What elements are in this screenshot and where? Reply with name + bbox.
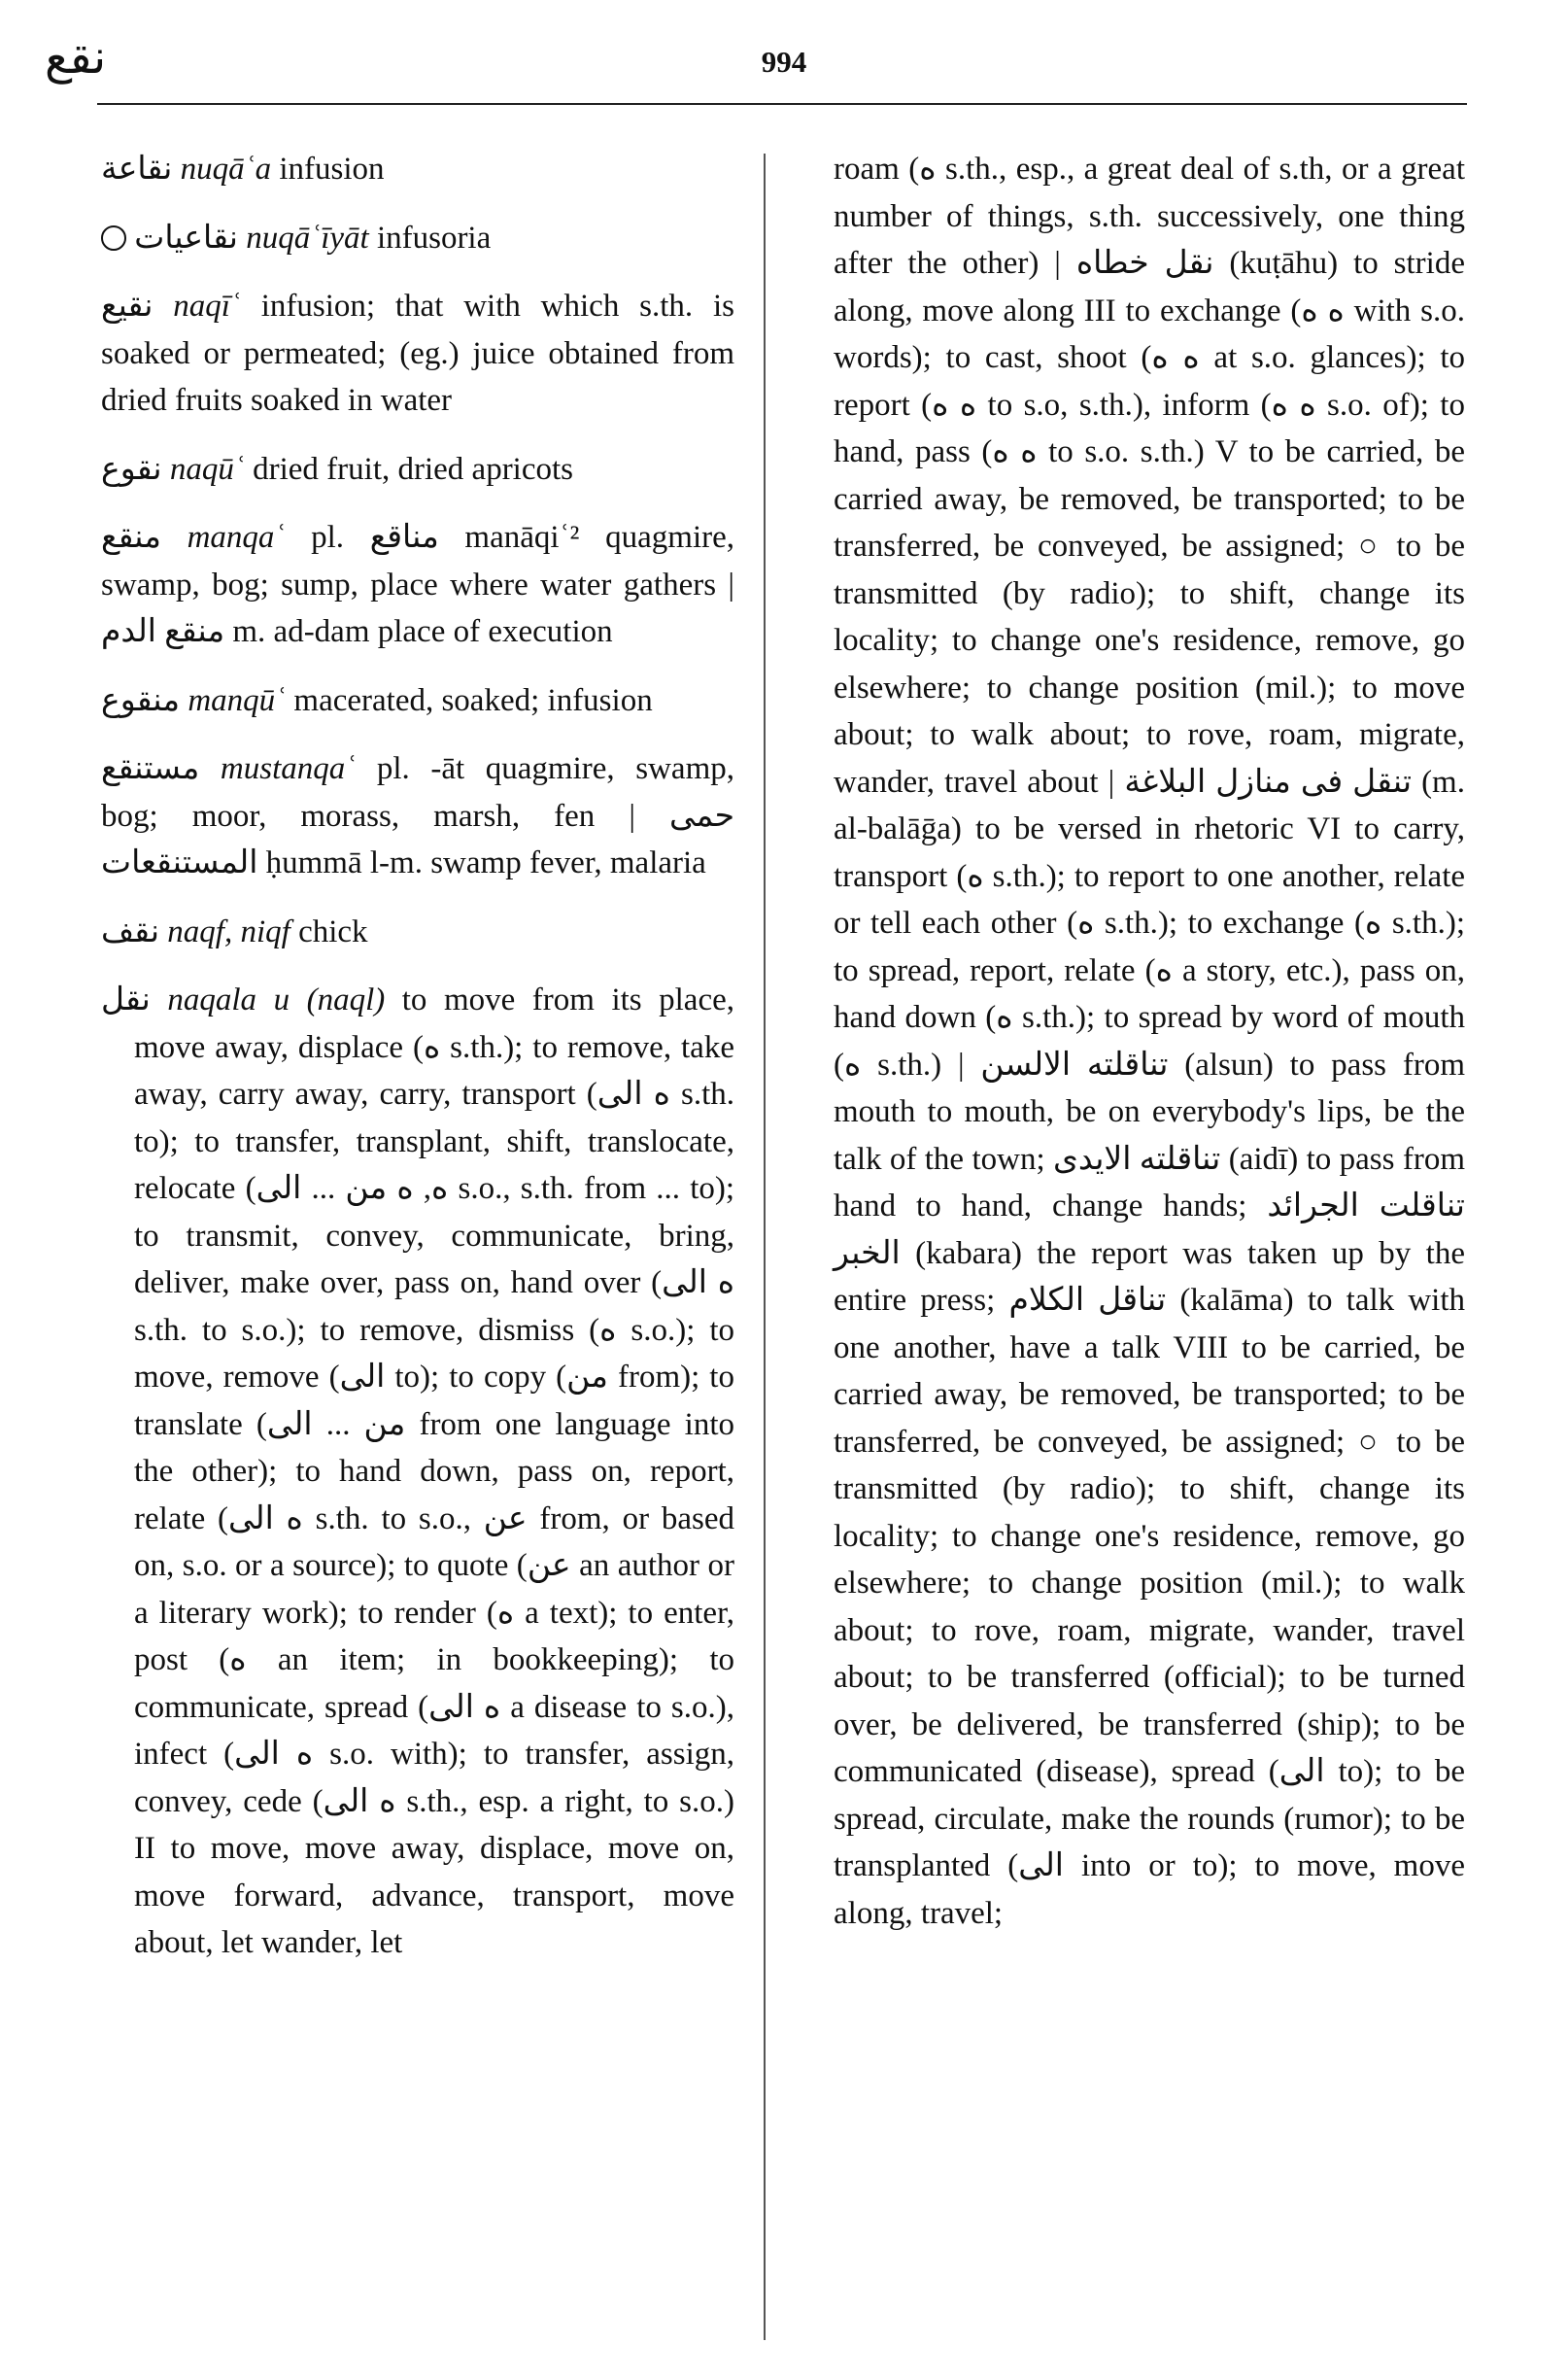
dictionary-entry <box>101 677 734 725</box>
arabic-root: نقف <box>101 913 160 949</box>
dictionary-entry <box>101 283 734 425</box>
definition: chick <box>290 913 368 949</box>
root-entry-naqf <box>101 909 734 956</box>
arabic-headword: نقيع <box>101 289 153 324</box>
definition: infusion; that with which s.th. is soaked or permeated; (eg.) juice obtained from dried fruits soaked in water <box>101 289 734 418</box>
dictionary-entry <box>101 215 734 262</box>
arabic-headword: منقوع <box>101 682 181 718</box>
definition: pl. -āt quagmire, swamp, bog; moor, morass, marsh, fen | حمى المستنقعات ḥummā l-m. swamp fever, malaria <box>101 751 734 880</box>
dictionary-entry <box>101 745 734 887</box>
running-headword: نقع <box>45 32 107 84</box>
column-divider <box>764 154 766 2340</box>
definition: to move from its place, move away, displace (ه s.th.); to remove, take away, carry away, carry, transport (ه الى s.th. to); to transfer, transplant, shift, translocate, relocate (ه, ه من ... الى s.o., s.th. from ... to); to transmit, convey, communicate, bring, deliver, make over, pass on, hand over (ه الى s.th. to s.o.); to remove, dismiss (ه s.o.); to move, remove (الى to); to copy (من from); to translate (من ... الى from one language into the other); to hand down, pass on, report, relate (ه الى s.th. to s.o., عن from, or based on, s.o. or a source); to quote (عن an author or a literary work); to render (ه a text); to enter, post (ه an item; in bookkeeping); to communicate, spread (ه الى a disease to s.o.), infect (ه الى s.o. with); to transfer, assign, convey, cede (ه الى s.th., esp. a right, to s.o.) II to move, move away, displace, move on, move forward, advance, transport, move about, let wander, let <box>134 982 735 1960</box>
transliteration: naqīʿ <box>173 289 241 324</box>
circle-icon <box>101 225 126 251</box>
page-number: 994 <box>761 45 807 79</box>
definition: infusoria <box>368 220 492 256</box>
transliteration: mustanqaʿ <box>220 751 357 786</box>
definition: dried fruit, dried apricots <box>244 451 574 487</box>
continued-entry-text: roam (ه s.th., esp., a great deal of s.th, or a great number of things, s.th. successively, one thing after the other) | نقل خطاه (kuṭāhu) to stride along, move along III to exchange (ه ه with s.o. words); to cast, shoot (ه ه at s.o. glances); to report (ه ه to s.o, s.th.), inform (ه ه s.o. of); to hand, pass (ه ه to s.o. s.th.) V to be carried, be carried away, be removed, be transported; to be transferred, be conveyed, be assigned; ○ to be transmitted (by radio); to shift, change its locality; to change one's residence, remove, go elsewhere; to change position (mil.); to move about; to walk about; to rove, roam, migrate, wander, travel about | تنقل فى منازل البلاغة (m. al-balāḡa) to be versed in rhetoric VI to carry, transport (ه s.th.); to report to one another, relate or tell each other (ه s.th.); to exchange (ه s.th.); to spread, report, relate (ه a story, etc.), pass on, hand down (ه s.th.); to spread by word of mouth (ه s.th.) | تناقلته الالسن (alsun) to pass from mouth to mouth, be on everybody's lips, be the talk of the town; تناقلته الايدى (aidī) to pass from hand to hand, change hands; تناقلت الجرائد الخبر (kabara) the report was taken up by the entire press; تناقل الكلام (kalāma) to talk with one another, have a talk VIII to be carried, be carried away, be removed, be transported; to be transferred, be conveyed, be assigned; ○ to be transmitted (by radio); to shift, change its locality; to change one's residence, remove, go elsewhere; to change position (mil.); to walk about; to rove, roam, migrate, wander, travel about; to be transferred (official); to be turned over, be delivered, be transferred (ship); to be communicated (disease), spread (الى to); to be spread, circulate, make the rounds (rumor); to be transplanted (الى into or to); to move, move along, travel; <box>834 152 1466 1931</box>
transliteration: manqaʿ <box>187 520 286 555</box>
dictionary-entry <box>101 146 734 193</box>
root-entry-naql <box>101 977 734 1967</box>
right-column <box>834 146 1465 1937</box>
header-rule <box>97 103 1467 105</box>
arabic-root: نقل <box>101 982 151 1017</box>
left-column <box>101 146 734 1988</box>
arabic-headword: مستنقع <box>101 751 200 786</box>
arabic-headword: نقاعيات <box>134 220 238 256</box>
dictionary-entry <box>101 514 734 656</box>
arabic-headword: نقوع <box>101 451 162 487</box>
definition: pl. مناقع manāqiʿ² quagmire, swamp, bog; sump, place where water gathers | منقع الدم m. ad-dam place of execution <box>101 520 735 649</box>
page-header <box>0 0 1568 107</box>
dictionary-entry <box>101 446 734 494</box>
definition: infusion <box>271 152 385 187</box>
transliteration: naqala u (naql) <box>167 982 386 1017</box>
transliteration: naqf, niqf <box>167 913 290 949</box>
definition: macerated, soaked; infusion <box>286 682 653 718</box>
transliteration: nuqāʿīyāt <box>246 220 369 256</box>
arabic-headword: منقع <box>101 520 161 555</box>
transliteration: nuqāʿa <box>180 152 272 187</box>
transliteration: naqūʿ <box>169 451 245 487</box>
arabic-headword: نقاعة <box>101 152 173 187</box>
transliteration: manqūʿ <box>187 682 287 718</box>
